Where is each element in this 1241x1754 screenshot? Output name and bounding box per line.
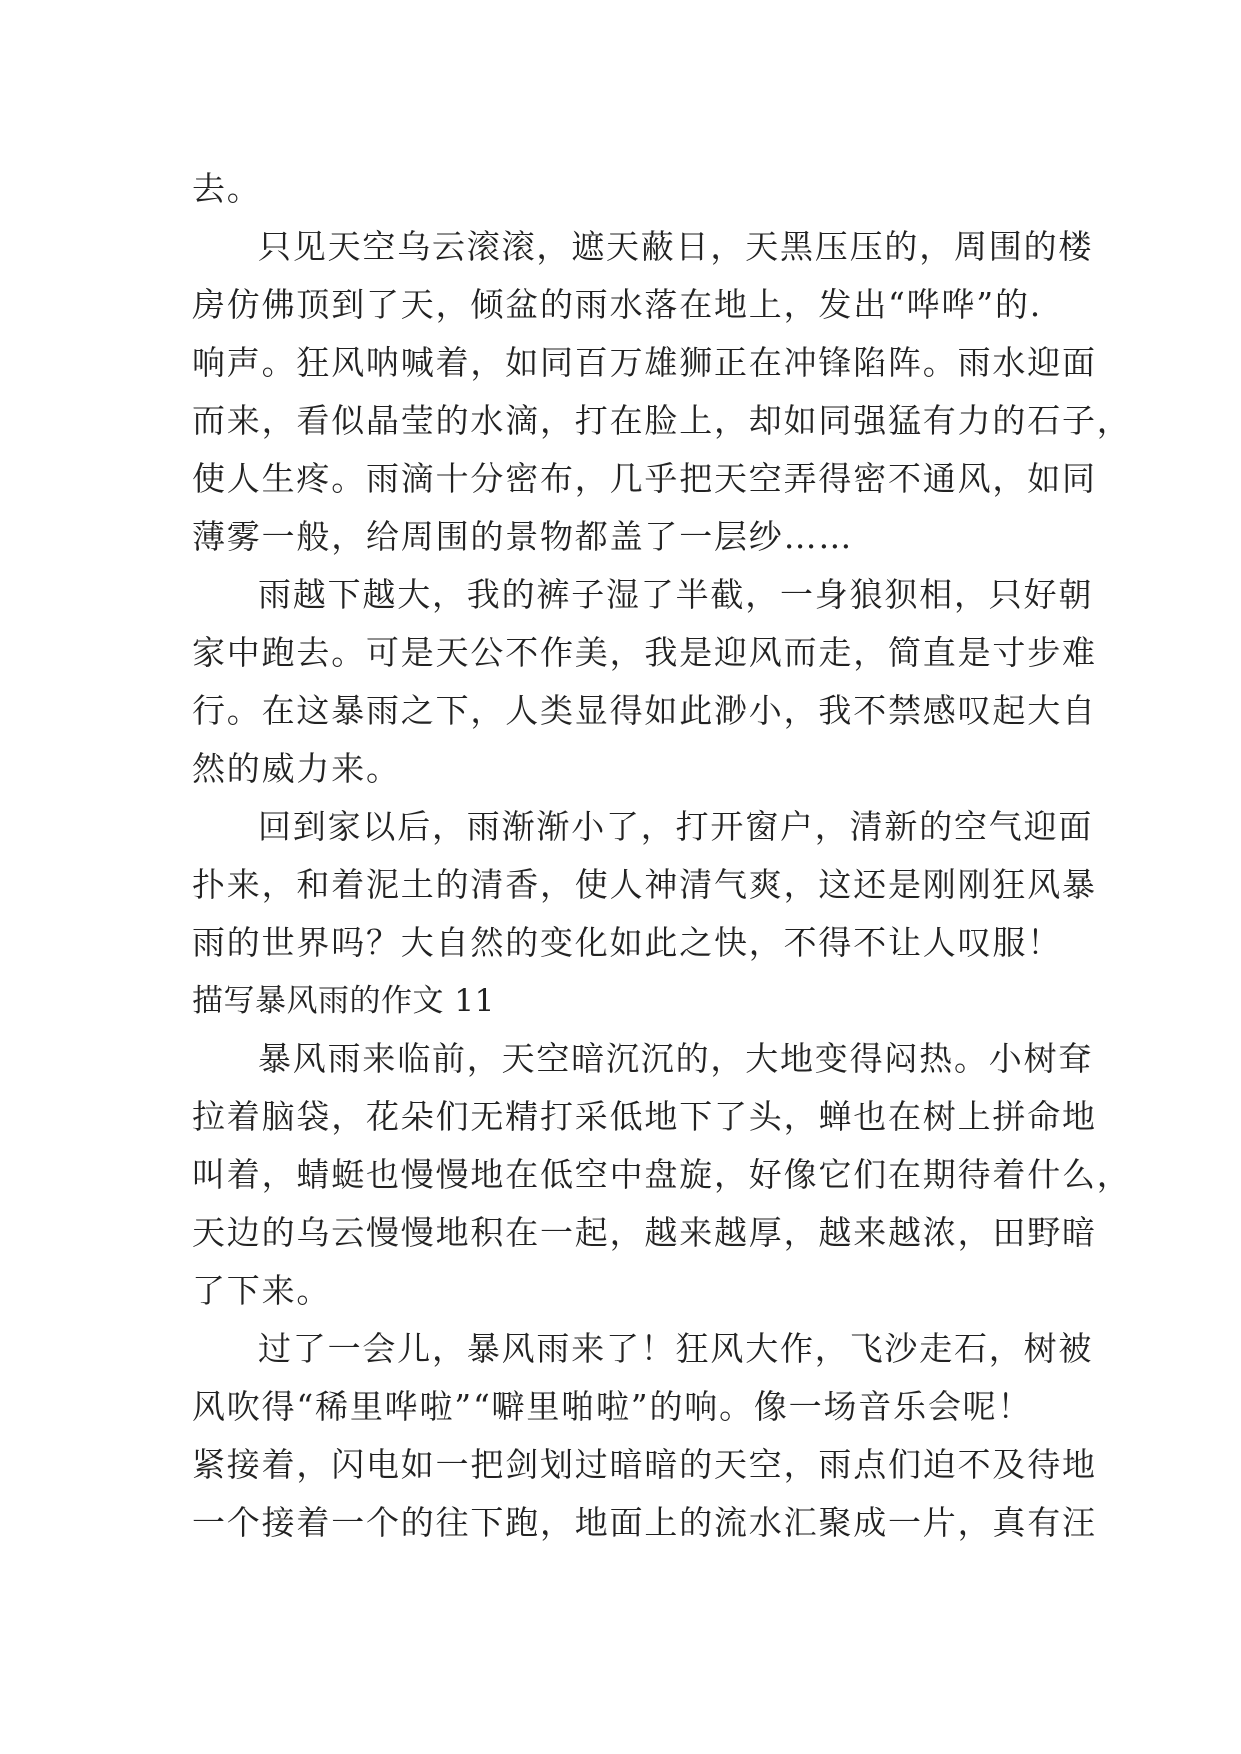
text-line: 风吹得“稀里哗啦”“噼里啪啦”的响。像一场音乐会呢！	[192, 1387, 1033, 1426]
text-line: 使人生疼。雨滴十分密布，几乎把天空弄得密不通风，如同	[192, 459, 1097, 498]
text-line: 雨的世界吗？大自然的变化如此之快，不得不让人叹服！	[192, 923, 1062, 962]
text-line: 行。在这暴雨之下，人类显得如此渺小，我不禁感叹起大自	[192, 691, 1097, 730]
text-line: 了下来。	[192, 1271, 332, 1310]
document-page	[192, 160, 1132, 1552]
section-heading: 描写暴风雨的作文 11	[192, 983, 495, 1019]
text-line: 房仿佛顶到了天，倾盆的雨水落在地上，发出“哗哗”的.	[192, 285, 1043, 324]
text-line: 天边的乌云慢慢地积在一起，越来越厚，越来越浓，田野暗	[192, 1213, 1097, 1252]
text-line: 紧接着，闪电如一把剑划过暗暗的天空，雨点们迫不及待地	[192, 1445, 1097, 1484]
text-line: 扑来，和着泥土的清香，使人神清气爽，这还是刚刚狂风暴	[192, 865, 1097, 904]
text-line: 而来，看似晶莹的水滴，打在脸上，却如同强猛有力的石子，	[192, 401, 1132, 440]
text-line: 过了一会儿，暴风雨来了！狂风大作，飞沙走石，树被	[258, 1329, 1094, 1368]
text-line: 一个接着一个的往下跑，地面上的流水汇聚成一片，真有汪	[192, 1503, 1097, 1542]
text-line: 回到家以后，雨渐渐小了，打开窗户，清新的空气迎面	[258, 807, 1094, 846]
text-line: 叫着，蜻蜓也慢慢地在低空中盘旋，好像它们在期待着什么，	[192, 1155, 1132, 1194]
text-line: 然的威力来。	[192, 749, 401, 788]
text-line: 只见天空乌云滚滚，遮天蔽日，天黑压压的，周围的楼	[258, 227, 1094, 266]
text-line: 薄雾一般，给周围的景物都盖了一层纱……	[192, 517, 854, 556]
text-line: 响声。狂风呐喊着，如同百万雄狮正在冲锋陷阵。雨水迎面	[192, 343, 1097, 382]
text-line: 拉着脑袋，花朵们无精打采低地下了头，蝉也在树上拼命地	[192, 1097, 1097, 1136]
text-line: 暴风雨来临前，天空暗沉沉的，大地变得闷热。小树耷	[258, 1039, 1094, 1078]
text-line: 去。	[192, 169, 262, 208]
text-line: 雨越下越大，我的裤子湿了半截，一身狼狈相，只好朝	[258, 575, 1094, 614]
text-line: 家中跑去。可是天公不作美，我是迎风而走，简直是寸步难	[192, 633, 1097, 672]
